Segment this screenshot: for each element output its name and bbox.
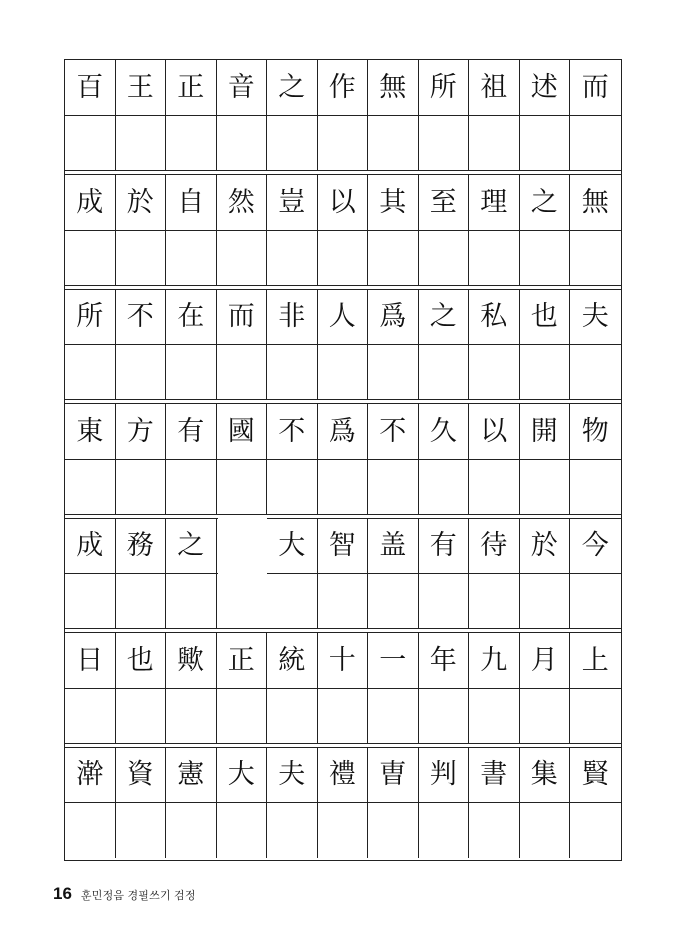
practice-row: [65, 230, 621, 286]
practice-cell[interactable]: [469, 689, 520, 744]
practice-cell[interactable]: [116, 345, 167, 400]
hanja-cell: 自: [166, 175, 217, 230]
practice-row: [65, 344, 621, 400]
practice-cell[interactable]: [419, 689, 470, 744]
hanja-cell: 人: [318, 289, 369, 344]
practice-cell[interactable]: [570, 460, 621, 515]
hanja-cell: 歟: [166, 633, 217, 688]
hanja-cell: 物: [581, 415, 609, 447]
practice-cell[interactable]: [267, 460, 318, 515]
hanja-cell: 集: [520, 747, 571, 802]
practice-cell[interactable]: [318, 231, 369, 286]
hanja-cell: 上: [581, 644, 609, 676]
hanja-cell: 成: [65, 175, 116, 230]
practice-cell[interactable]: [318, 574, 369, 629]
practice-cell[interactable]: [368, 460, 419, 515]
practice-cell[interactable]: [469, 345, 520, 400]
hanja-cell: 澣: [65, 747, 116, 802]
practice-cell[interactable]: [469, 574, 520, 629]
practice-cell[interactable]: [267, 803, 318, 858]
practice-cell[interactable]: [166, 116, 217, 171]
practice-cell[interactable]: [166, 345, 217, 400]
practice-cell[interactable]: [520, 689, 571, 744]
practice-cell[interactable]: [318, 803, 369, 858]
practice-cell[interactable]: [368, 345, 419, 400]
hanja-cell: 憲: [166, 747, 217, 802]
hanja-model-row: [65, 289, 621, 344]
practice-cell[interactable]: [570, 345, 621, 400]
practice-cell[interactable]: [419, 345, 470, 400]
practice-cell[interactable]: [65, 574, 116, 629]
hanja-cell: 私: [469, 289, 520, 344]
practice-cell[interactable]: [217, 460, 268, 515]
hanja-cell: 年: [419, 633, 470, 688]
practice-cell[interactable]: [166, 231, 217, 286]
hanja-cell: 之: [520, 175, 571, 230]
hanja-cell: 不: [116, 289, 167, 344]
practice-cell[interactable]: [166, 574, 217, 629]
hanja-cell: 而: [581, 72, 609, 103]
practice-cell[interactable]: [166, 460, 217, 515]
hanja-cell: 統: [267, 633, 318, 688]
practice-cell[interactable]: [570, 116, 621, 171]
practice-cell[interactable]: [267, 574, 318, 629]
practice-row: [65, 688, 621, 744]
hanja-cell: 之: [419, 289, 470, 344]
hanja-cell: 作: [318, 60, 369, 115]
practice-cell[interactable]: [570, 231, 621, 286]
practice-cell[interactable]: [368, 803, 419, 858]
practice-cell[interactable]: [469, 231, 520, 286]
hanja-cell: 也: [116, 633, 167, 688]
hanja-cell: 判: [419, 747, 470, 802]
practice-cell[interactable]: [520, 574, 571, 629]
practice-cell[interactable]: [520, 803, 571, 858]
hanja-cell: 正: [166, 60, 217, 115]
practice-cell[interactable]: [419, 460, 470, 515]
hanja-model-row: [65, 518, 621, 573]
hanja-cell: 有: [166, 404, 217, 459]
hanja-cell: 其: [368, 175, 419, 230]
practice-cell[interactable]: [166, 803, 217, 858]
hanja-cell: 然: [217, 175, 268, 230]
empty-column-gap: [218, 518, 267, 628]
practice-cell[interactable]: [520, 116, 571, 171]
hanja-cell: 無: [368, 60, 419, 115]
hanja-cell: 不: [267, 404, 318, 459]
practice-cell[interactable]: [267, 231, 318, 286]
hanja-cell: 禮: [318, 747, 369, 802]
practice-cell[interactable]: [419, 574, 470, 629]
hanja-cell: 資: [116, 747, 167, 802]
page-footer: [53, 884, 196, 904]
practice-cell[interactable]: [116, 689, 167, 744]
hanja-model-row: [65, 175, 621, 230]
practice-cell[interactable]: [318, 116, 369, 171]
hanja-cell: 開: [520, 404, 571, 459]
hanja-cell: 大: [267, 518, 318, 573]
writing-row-block: [65, 60, 621, 170]
hanja-cell: 智: [318, 518, 369, 573]
hanja-cell: 有: [419, 518, 470, 573]
practice-cell[interactable]: [116, 460, 167, 515]
hanja-cell: 豈: [267, 175, 318, 230]
practice-cell[interactable]: [217, 689, 268, 744]
hanja-cell: 至: [419, 175, 470, 230]
hanja-model-row: [65, 747, 621, 802]
hanja-cell: 夫: [267, 747, 318, 802]
practice-cell[interactable]: [267, 345, 318, 400]
practice-cell[interactable]: [65, 345, 116, 400]
hanja-cell: 非: [267, 289, 318, 344]
hanja-cell: 務: [116, 518, 167, 573]
practice-cell[interactable]: [570, 574, 621, 629]
practice-cell[interactable]: [419, 803, 470, 858]
hanja-cell: 東: [65, 404, 116, 459]
hanja-cell: 於: [520, 518, 571, 573]
hanja-cell: 夫: [581, 301, 609, 332]
hanja-cell: 待: [469, 518, 520, 573]
practice-cell[interactable]: [368, 231, 419, 286]
practice-cell[interactable]: [520, 231, 571, 286]
page-number: 16: [53, 884, 72, 903]
practice-cell[interactable]: [267, 116, 318, 171]
hanja-model-row: [65, 633, 621, 688]
practice-row: [65, 802, 621, 858]
hanja-cell: 十: [318, 633, 369, 688]
hanja-cell: 理: [469, 175, 520, 230]
hanja-cell: 百: [65, 60, 116, 115]
practice-cell[interactable]: [65, 231, 116, 286]
practice-row: [65, 115, 621, 171]
hanja-cell: 爲: [368, 289, 419, 344]
practice-cell[interactable]: [116, 803, 167, 858]
hanja-cell: 國: [217, 404, 268, 459]
hanja-cell: 而: [217, 289, 268, 344]
practice-cell[interactable]: [65, 689, 116, 744]
practice-cell[interactable]: [570, 689, 621, 744]
hanja-cell: 一: [368, 633, 419, 688]
hanja-cell: 祖: [469, 60, 520, 115]
practice-cell[interactable]: [65, 803, 116, 858]
hanja-cell: 曺: [368, 747, 419, 802]
hanja-cell: 不: [368, 404, 419, 459]
hanja-cell: 也: [520, 289, 571, 344]
writing-row-block: [65, 518, 621, 628]
hanja-cell: 之: [166, 518, 217, 573]
hanja-model-row: [65, 404, 621, 459]
practice-cell[interactable]: [419, 231, 470, 286]
hanja-cell: 盖: [368, 518, 419, 573]
hanja-cell: 所: [65, 289, 116, 344]
practice-cell[interactable]: [318, 345, 369, 400]
writing-row-block: [65, 404, 621, 514]
practice-row: [65, 573, 621, 629]
hanja-cell: 音: [217, 60, 268, 115]
writing-row-block: [65, 175, 621, 285]
hanja-cell: 成: [65, 518, 116, 573]
practice-cell[interactable]: [166, 689, 217, 744]
hanja-cell: 於: [116, 175, 167, 230]
practice-cell[interactable]: [318, 689, 369, 744]
hanja-cell: 大: [217, 747, 268, 802]
writing-row-block: [65, 633, 621, 743]
practice-cell[interactable]: [116, 574, 167, 629]
practice-cell[interactable]: [116, 116, 167, 171]
hanja-cell: 今: [581, 530, 609, 561]
hanja-cell: 九: [469, 633, 520, 688]
hanja-cell: 王: [116, 60, 167, 115]
practice-cell[interactable]: [217, 345, 268, 400]
practice-cell[interactable]: [65, 116, 116, 171]
writing-row-block: [65, 747, 621, 857]
practice-cell[interactable]: [368, 574, 419, 629]
hanja-cell: 方: [116, 404, 167, 459]
hanja-cell: 正: [217, 633, 268, 688]
hanja-cell: 久: [419, 404, 470, 459]
practice-cell[interactable]: [65, 460, 116, 515]
writing-row-block: [65, 289, 621, 399]
practice-cell[interactable]: [217, 231, 268, 286]
practice-cell[interactable]: [267, 689, 318, 744]
practice-cell[interactable]: [469, 460, 520, 515]
hanja-model-row: [65, 60, 621, 115]
hanja-cell: 賢: [581, 759, 609, 790]
hanja-cell: 爲: [318, 404, 369, 459]
practice-cell[interactable]: [368, 689, 419, 744]
practice-row: [65, 459, 621, 515]
hanja-cell: 在: [166, 289, 217, 344]
book-title: 훈민정음 경필쓰기 검정: [80, 890, 196, 902]
hanja-cell: 無: [581, 186, 609, 218]
practice-cell[interactable]: [116, 231, 167, 286]
hanja-cell: 以: [469, 404, 520, 459]
hanja-cell: 日: [65, 633, 116, 688]
practice-cell[interactable]: [217, 116, 268, 171]
practice-cell[interactable]: [368, 116, 419, 171]
hanja-cell: 所: [419, 60, 470, 115]
practice-cell[interactable]: [318, 460, 369, 515]
hanja-cell: 以: [318, 175, 369, 230]
practice-cell[interactable]: [469, 803, 520, 858]
practice-cell[interactable]: [520, 345, 571, 400]
practice-cell[interactable]: [469, 116, 520, 171]
practice-cell[interactable]: [570, 803, 621, 858]
practice-sheet: [64, 59, 622, 861]
practice-cell[interactable]: [520, 460, 571, 515]
hanja-cell: 書: [469, 747, 520, 802]
hanja-cell: 之: [267, 60, 318, 115]
hanja-cell: 述: [520, 60, 571, 115]
hanja-cell: 月: [520, 633, 571, 688]
practice-cell[interactable]: [217, 803, 268, 858]
practice-cell[interactable]: [419, 116, 470, 171]
